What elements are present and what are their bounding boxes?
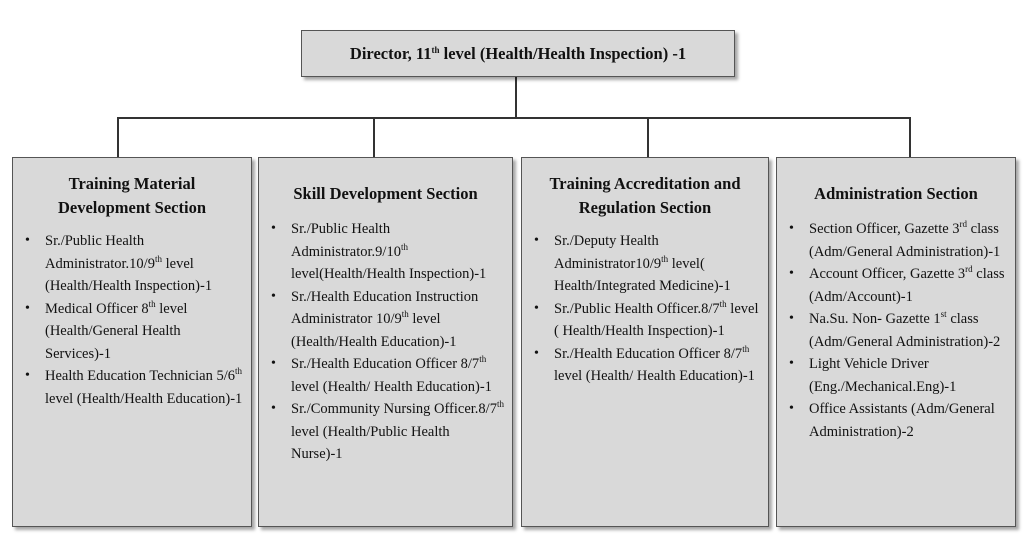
role-list	[267, 218, 504, 466]
role-list	[21, 230, 243, 410]
list-item: • Sr./Health Education Officer 8/7th level (Health/ Health Education)-1	[291, 353, 504, 398]
list-item: • Medical Officer 8th level (Health/General Health Services)-1	[45, 298, 243, 366]
section-title: Administration Section	[814, 184, 978, 203]
list-item: • Section Officer, Gazette 3rd class (Adm/General Administration)-1	[809, 218, 1007, 263]
list-item: • Sr./Health Education Officer 8/7th level (Health/ Health Education)-1	[554, 343, 760, 388]
section-title: Training Accreditation and Regulation Section	[549, 174, 741, 217]
section-training-material	[12, 157, 252, 527]
director-box	[301, 30, 735, 77]
connector-drop-2	[373, 117, 375, 157]
list-item: • Sr./Health Education Instruction Administrator 10/9th level (Health/Health Education)-1	[291, 286, 504, 354]
list-item: • Sr./Public Health Officer.8/7th level ( Health/Health Inspection)-1	[554, 298, 760, 343]
section-administration	[776, 157, 1016, 527]
connector-drop-4	[909, 117, 911, 157]
connector-drop-1	[117, 117, 119, 157]
list-item: • Sr./Public Health Administrator.9/10th level(Health/Health Inspection)-1	[291, 218, 504, 286]
list-item: • Light Vehicle Driver (Eng./Mechanical.Eng)-1	[809, 353, 1007, 398]
list-item: • Sr./Deputy Health Administrator10/9th level( Health/Integrated Medicine)-1	[554, 230, 760, 298]
connector-horizontal	[117, 117, 911, 119]
director-title: Director, 11th level (Health/Health Inspection) -1	[349, 44, 687, 63]
list-item: • Sr./Public Health Administrator.10/9th level (Health/Health Inspection)-1	[45, 230, 243, 298]
role-list	[530, 230, 760, 388]
section-training-accreditation	[521, 157, 769, 527]
section-title: Training Material Development Section	[57, 174, 207, 217]
section-skill-development	[258, 157, 513, 527]
connector-trunk	[515, 77, 517, 118]
list-item: • Account Officer, Gazette 3rd class (Adm/Account)-1	[809, 263, 1007, 308]
list-item: • Office Assistants (Adm/General Administration)-2	[809, 398, 1007, 443]
connector-drop-3	[647, 117, 649, 157]
role-list	[785, 218, 1007, 443]
list-item: • Sr./Community Nursing Officer.8/7th level (Health/Public Health Nurse)-1	[291, 398, 504, 466]
list-item: • Health Education Technician 5/6th level (Health/Health Education)-1	[45, 365, 243, 410]
list-item: • Na.Su. Non- Gazette 1st class (Adm/General Administration)-2	[809, 308, 1007, 353]
section-title: Skill Development Section	[293, 184, 478, 203]
